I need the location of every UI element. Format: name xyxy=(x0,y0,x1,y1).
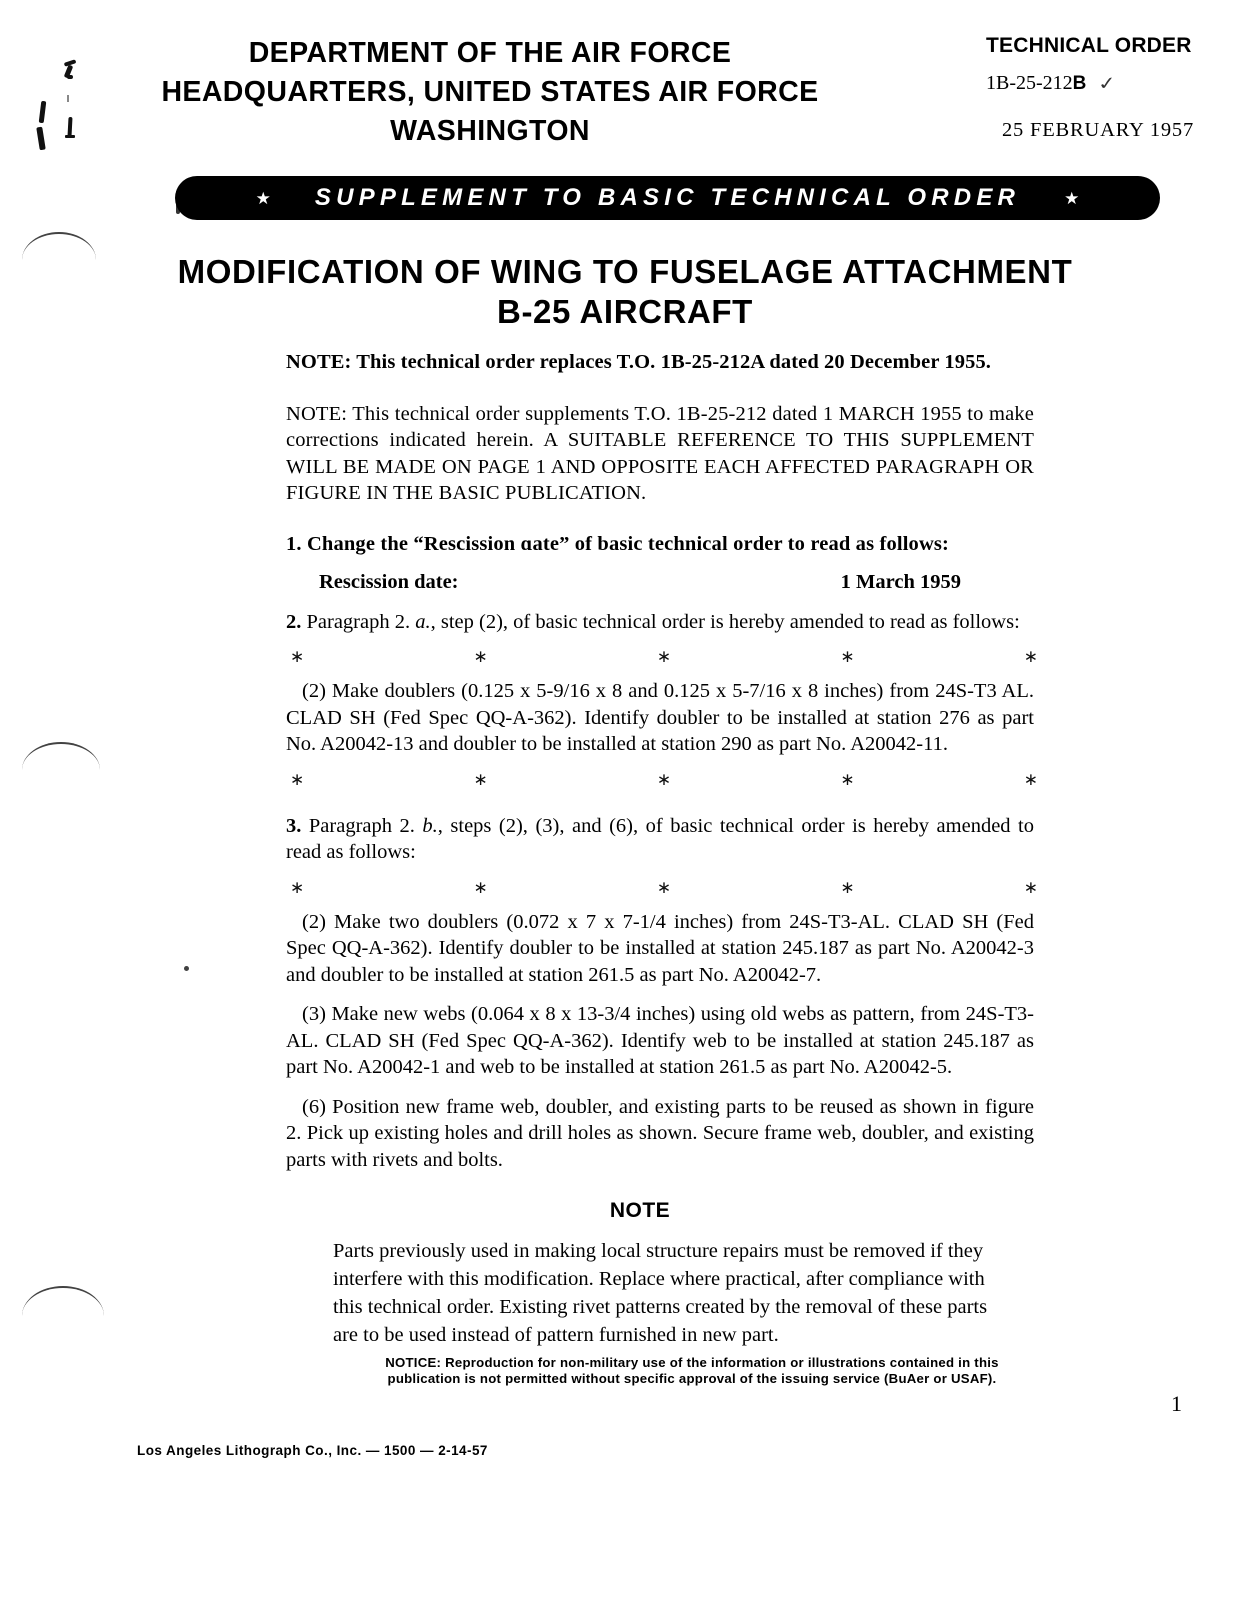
inner-note-heading: NOTE xyxy=(609,1199,671,1222)
reproduction-notice-line-1: NOTICE: Reproduction for non-military use of the information or illustrations contained in this xyxy=(385,1355,999,1370)
scan-artifact-speck-left-margin xyxy=(184,966,189,971)
separator-star: ∗ xyxy=(840,877,855,897)
separator-star: ∗ xyxy=(656,769,672,789)
org-line-department: DEPARTMENT OF THE AIR FORCE xyxy=(248,37,732,69)
document-body xyxy=(286,350,1038,1349)
supplement-banner-text: SUPPLEMENT TO BASIC TECHNICAL ORDER xyxy=(314,184,1021,211)
note-supplements: NOTE: This technical order supplements T.O. 1B-25-212 dated 1 MARCH 1955 to make corrections indicated herein. A SUITABLE REFERENCE TO THIS SUPPLEMENT WILL BE MADE ON PAGE 1 AND OPPOSITE EACH AFFECTED PARAGRAPH OR FIGURE IN THE BASIC PUBLICATION. xyxy=(286,402,1034,504)
item-3-text-post: , steps (2), (3), and (6), of basic technical order is hereby amended to read as follows: xyxy=(286,814,1034,863)
reproduction-notice-line-2: publication is not permitted without specific approval of the issuing service (BuAer or USAF). xyxy=(387,1371,997,1386)
scan-artifact-page-edge-arc-bottom xyxy=(22,1286,104,1316)
issuing-organization xyxy=(0,34,980,150)
rescission-date-row xyxy=(286,570,1034,596)
handwritten-checkmark-icon: ✓ xyxy=(1096,72,1118,95)
asterisk-separator-2 xyxy=(286,771,1038,788)
rescission-date-label: Rescission date: xyxy=(319,571,459,593)
star-icon-right: ★ xyxy=(1064,188,1080,208)
separator-star: ∗ xyxy=(656,877,672,897)
scan-artifact-page-edge-arc-middle xyxy=(22,742,100,770)
item-1-text: Change the “Rescission ɑate” of basic technical order to read as follows: xyxy=(306,532,950,555)
item-2-paragraph-letter: a. xyxy=(415,610,431,633)
item-1-number: 1. xyxy=(286,532,302,555)
item-3-step-2: (2) Make two doublers (0.072 x 7 x 7-1/4 inches) from 24S-T3-AL. CLAD SH (Fed Spec QQ-A-362). Identify doubler to be installed at station 245.187 as part No. A20042-3 and doubler to be installed at station 261.5 as part No. A20042-7. xyxy=(286,910,1034,986)
technical-order-block xyxy=(980,34,1250,142)
technical-order-label: TECHNICAL ORDER xyxy=(986,34,1192,57)
star-icon-left: ★ xyxy=(255,188,271,208)
asterisk-separator-3 xyxy=(286,879,1038,896)
item-2-step-2: (2) Make doublers (0.125 x 5-9/16 x 8 and 0.125 x 5-7/16 x 8 inches) from 24S-T3 AL. CLAD SH (Fed Spec QQ-A-362). Identify doubler to be installed at station 276 as part No. A20042-13 and doubler to be installed at station 290 as part No. A20042-11. xyxy=(286,680,1034,755)
item-1-heading xyxy=(286,532,1034,558)
separator-star: ∗ xyxy=(473,877,488,897)
page-title xyxy=(0,252,1250,332)
reproduction-notice xyxy=(352,1355,1032,1387)
org-line-washington: WASHINGTON xyxy=(390,115,590,147)
technical-order-number xyxy=(980,72,1250,95)
separator-star: ∗ xyxy=(840,647,855,666)
technical-order-revision-suffix: B xyxy=(1072,73,1087,94)
separator-star: ∗ xyxy=(290,877,305,897)
item-2-text-pre: Paragraph 2. xyxy=(306,610,416,633)
asterisk-separator-1 xyxy=(286,648,1038,665)
separator-star: ∗ xyxy=(473,769,488,789)
item-2-heading xyxy=(286,609,1034,636)
supplement-banner xyxy=(175,176,1160,220)
separator-star: ∗ xyxy=(473,647,488,666)
item-3-step-3: (3) Make new webs (0.064 x 8 x 13-3/4 inches) using old webs as pattern, from 24S-T3-AL. CLAD SH (Fed Spec QQ-A-362). Identify web to be installed at station 245.187 as part No. A20042-1 and web to be installed at station 261.5 as part No. A20042-5. xyxy=(286,1003,1034,1078)
page-number: 1 xyxy=(1171,1391,1182,1416)
separator-star: ∗ xyxy=(656,647,672,666)
page-title-line-1: MODIFICATION OF WING TO FUSELAGE ATTACHMENT xyxy=(177,253,1073,290)
rescission-date-value: 1 March 1959 xyxy=(840,571,961,593)
item-3-step-6: (6) Position new frame web, doubler, and existing parts to be reused as shown in figure 2. Pick up existing holes and drill holes as shown. Secure frame web, doubler, and existing parts with rivets and bolts. xyxy=(286,1095,1034,1171)
org-line-headquarters: HEADQUARTERS, UNITED STATES AIR FORCE xyxy=(161,76,819,108)
page-title-line-2: B-25 AIRCRAFT xyxy=(497,293,753,330)
item-3-number: 3. xyxy=(286,814,302,837)
separator-star: ∗ xyxy=(290,647,305,666)
separator-star: ∗ xyxy=(1023,877,1038,897)
item-3-text-pre: Paragraph 2. xyxy=(308,814,423,837)
note-replaces: NOTE: This technical order replaces T.O. 1B-25-212A dated 20 December 1955. xyxy=(286,351,992,373)
item-2-text-post: , step (2), of basic technical order is hereby amended to read as follows: xyxy=(430,610,1020,633)
inner-note-body: Parts previously used in making local structure repairs must be removed if they interfere with this modification. Replace where practical, after compliance with this technical order. Existing rivet patterns created by the removal of these parts are to be used instead of pattern furnished in new part. xyxy=(333,1239,988,1346)
separator-star: ∗ xyxy=(290,769,305,789)
separator-star: ∗ xyxy=(1023,647,1038,666)
separator-star: ∗ xyxy=(1023,769,1038,789)
item-3-paragraph-letter: b. xyxy=(422,814,438,837)
item-2-number: 2. xyxy=(286,610,302,633)
printer-imprint: Los Angeles Lithograph Co., Inc. — 1500 — 2-14-57 xyxy=(137,1443,488,1458)
separator-star: ∗ xyxy=(840,769,855,789)
document-header xyxy=(0,34,1250,164)
technical-order-number-value: 1B-25-212 xyxy=(986,72,1073,94)
publication-date: 25 FEBRUARY 1957 xyxy=(1002,119,1195,141)
item-3-heading xyxy=(286,813,1034,866)
